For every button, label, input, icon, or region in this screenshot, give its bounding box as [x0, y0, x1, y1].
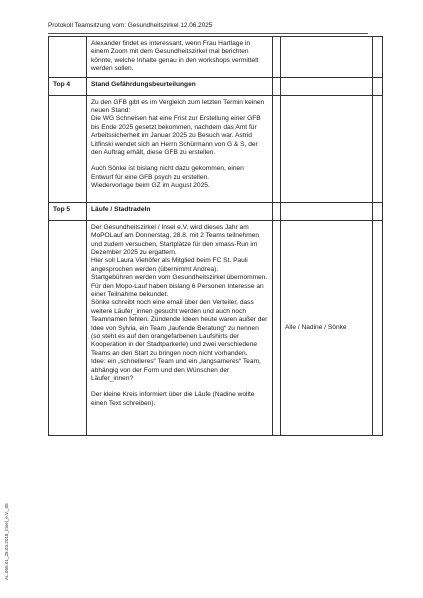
top4-paragraph-2: Auch Sönke ist bislang nicht dazu gekommen, einen Entwurf für eine GFB psych zu erstellen. Wiedervorlage beim GZ im August 2025. [91, 165, 244, 190]
responsible-cell [281, 202, 373, 220]
top-cell-empty [49, 95, 87, 202]
table-row-top4-body [49, 95, 383, 202]
date-cell [373, 95, 383, 202]
content-cell [87, 37, 273, 78]
content-cell [87, 220, 273, 436]
table-row-intro [49, 37, 383, 78]
date-cell [373, 77, 383, 95]
spacer-cell [273, 202, 281, 220]
spacer-cell [273, 37, 281, 78]
top4-label: Top 4 [49, 77, 87, 95]
document-header: Protokoll Teamsitzung vom: Gesundheitszirkel 12.06.2025 [48, 22, 213, 29]
content-cell [87, 95, 273, 202]
date-cell [373, 202, 383, 220]
header-divider [48, 33, 368, 34]
table-row-top4-title [49, 77, 383, 95]
date-cell [373, 37, 383, 78]
spacer-cell [273, 95, 281, 202]
top-cell-empty [49, 37, 87, 78]
top5-responsible: Alle / Nadine / Sönke [281, 220, 373, 436]
top-cell-empty [49, 220, 87, 436]
responsible-cell [281, 37, 373, 78]
form-code: AL.055.01_28.03.2018_Insel_e.V._05 [4, 503, 9, 580]
top4-title: Stand Gefährdungsbeurteilungen [87, 77, 273, 95]
spacer-cell [273, 220, 281, 436]
table-row-top5-title [49, 202, 383, 220]
responsible-cell [281, 77, 373, 95]
top5-paragraph-2: Der kleine Kreis informiert über die Läufe (Nadine wollte einen Text schreiben). [91, 391, 255, 407]
date-cell [373, 220, 383, 436]
top5-label: Top 5 [49, 202, 87, 220]
responsible-cell [281, 95, 373, 202]
intro-text: Alexander findet es interessant, wenn Frau Hartlage in einem Zoom mit dem Gesundheitszirkel mal berichten könnte, welche Inhalte genau in den workshops vermittelt werden sollen. [91, 40, 259, 73]
top4-paragraph-1: Zu den GFB gibt es im Vergleich zum letzten Termin keinen neuen Stand: Die WG Schneisen hat eine Frist zur Erstellung einer GFB bis Ende 2025 gesetzt bekommen, nachdem das Amt für Arbeitssicherheit im Januar 2025 zu Besuch war. Astrid Litfinski wendet sich an Herrn Schürmann von G & S, der den Auftrag erhält, diese GFB zu erstellen. [91, 98, 265, 157]
spacer-cell [273, 77, 281, 95]
top5-title: Läufe / Stadtradeln [87, 202, 273, 220]
top5-paragraph-1: Der Gesundheitszirkel / Insel e.V. wird dieses Jahr am MoPOLauf am Donnerstag, 28.8. mit 2 Teams teilnehmen und zudem versuchen, Startplätze für den xmass-Run im Dezember 2025 zu ergattern. Hier soll Laura Viehöfer als Mitglied beim FC St. Pauli angesprochen werden (übernimmt Andrea). Startgebühren werden vom Gesundheitszirkel übernommen. Für den Mopo-Lauf haben bislang 6 Personen Interesse an einer Teilnahme bekundet. Sönke schreibt noch eine email über den Verteiler, dass weitere Läufer_innen gesucht werden und auch noch Teamnamen fehlen. Zündende Ideen heute waren außer der Idee von Sylvia, ein Team „laufende Beratung“ zu nennen (so steht es auf den orangefarbenen Laufshirts der Kooperation in der Stadtparkerle) und zwei verschiedene Teams an den Start zu bringen noch nicht vorhanden. Idee: ein „schnelleres“ Team und ein „langsameres“ Team, abhängig von der Form und den Wünschen der Läufer_innen? [91, 223, 268, 382]
protocol-table [48, 36, 383, 436]
table-row-top5-body [49, 220, 383, 436]
